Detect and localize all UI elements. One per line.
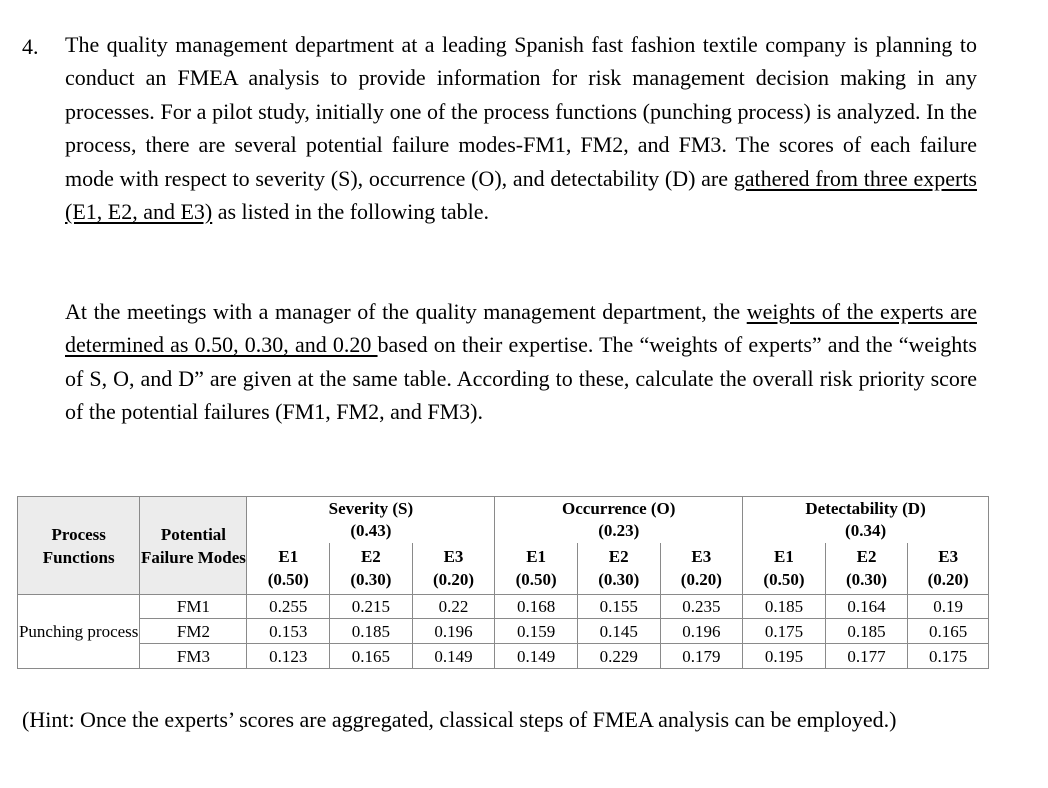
table-row <box>18 619 989 644</box>
expert-name: E3 <box>938 547 959 567</box>
expert-weight: (0.50) <box>515 570 557 590</box>
expert-header <box>908 543 989 595</box>
expert-name: E2 <box>856 547 877 567</box>
score-cell: 0.229 <box>577 644 660 669</box>
expert-weight: (0.50) <box>763 570 805 590</box>
expert-name: E3 <box>691 547 712 567</box>
detectability-name: Detectability (D) <box>805 498 926 518</box>
score-cell: 0.175 <box>908 644 989 669</box>
failure-mode-cell: FM1 <box>140 595 247 619</box>
expert-weight: (0.50) <box>267 570 309 590</box>
score-cell: 0.19 <box>908 595 989 619</box>
table-row <box>18 644 989 669</box>
expert-name: E2 <box>608 547 629 567</box>
score-cell: 0.255 <box>247 595 330 619</box>
paragraph-1-text-end: as listed in the following table. <box>212 199 490 225</box>
score-cell: 0.165 <box>330 644 413 669</box>
expert-name: E2 <box>360 547 381 567</box>
score-cell: 0.235 <box>660 595 743 619</box>
score-cell: 0.179 <box>660 644 743 669</box>
score-cell: 0.196 <box>412 619 495 644</box>
expert-name: E3 <box>443 547 464 567</box>
expert-weight: (0.20) <box>432 570 475 590</box>
detectability-header <box>743 497 989 543</box>
severity-weight: (0.43) <box>350 520 392 540</box>
occurrence-weight: (0.23) <box>598 520 640 540</box>
score-cell: 0.185 <box>743 595 826 619</box>
score-cell: 0.159 <box>495 619 578 644</box>
score-cell: 0.215 <box>330 595 413 619</box>
failure-mode-cell: FM2 <box>140 619 247 644</box>
expert-name: E1 <box>278 547 299 567</box>
expert-weight: (0.30) <box>598 570 640 590</box>
severity-name: Severity (S) <box>328 498 414 518</box>
score-cell: 0.175 <box>743 619 826 644</box>
expert-name: E1 <box>774 547 794 567</box>
score-cell: 0.195 <box>743 644 826 669</box>
expert-name: E1 <box>526 547 547 567</box>
score-cell: 0.168 <box>495 595 578 619</box>
expert-weight: (0.20) <box>927 570 969 590</box>
score-cell: 0.165 <box>908 619 989 644</box>
score-cell: 0.145 <box>577 619 660 644</box>
score-cell: 0.123 <box>247 644 330 669</box>
expert-header <box>743 543 826 595</box>
score-cell: 0.196 <box>660 619 743 644</box>
expert-header <box>660 543 743 595</box>
underlined-weights-phrase: weights of the experts are determined as 0.50, 0.30, and 0.20 <box>65 299 977 358</box>
score-cell: 0.177 <box>825 644 908 669</box>
score-cell: 0.149 <box>412 644 495 669</box>
expert-header <box>495 543 578 595</box>
underlined-experts-phrase: gathered from three experts (E1, E2, and E3) <box>65 165 977 225</box>
severity-header <box>247 497 495 543</box>
expert-header <box>825 543 908 595</box>
expert-header <box>577 543 660 595</box>
failure-mode-cell: FM3 <box>140 644 247 669</box>
paragraph-2-text-end: based on their expertise. The “weights of experts” and the “weights of S, O, and D” are given at the same table. According to these, calculate the overall risk priority score of the potential failures (FM1, FM2, and FM3). <box>65 332 977 425</box>
paragraph-2-text: At the meetings with a manager of the quality management department, the <box>65 299 747 324</box>
question-number: 4. <box>22 34 39 59</box>
score-cell: 0.185 <box>330 619 413 644</box>
table-row <box>18 595 989 619</box>
score-cell: 0.185 <box>825 619 908 644</box>
score-cell: 0.155 <box>577 595 660 619</box>
expert-header <box>412 543 495 595</box>
paragraph-1-text: The quality management department at a leading Spanish fast fashion textile company is planning to conduct an FMEA analysis to provide information for risk management decision making in any processes. For a pilot study, initially one of the process functions (punching process) is analyzed. In the process, there are several potential failure modes-FM1, FM2, and FM3. The scores of each failure mode with respect to severity (S), occurrence (O), and detectability (D) are <box>65 32 977 191</box>
occurrence-header <box>495 497 743 543</box>
detectability-weight: (0.34) <box>845 520 887 540</box>
occurrence-name: Occurrence (O) <box>562 498 676 518</box>
score-cell: 0.149 <box>495 644 578 669</box>
failure-modes-header: Potential Failure Modes <box>140 497 247 595</box>
question-paragraph-1 <box>65 28 977 228</box>
hint-text: (Hint: Once the experts’ scores are aggregated, classical steps of FMEA analysis can be employed.) <box>22 707 897 732</box>
fmea-scores-table <box>17 496 989 669</box>
question-paragraph-2 <box>65 295 977 429</box>
expert-header <box>247 543 330 595</box>
expert-weight: (0.20) <box>680 570 722 590</box>
process-functions-header: Process Functions <box>18 497 140 595</box>
score-cell: 0.153 <box>247 619 330 644</box>
expert-weight: (0.30) <box>350 570 392 590</box>
score-cell: 0.164 <box>825 595 908 619</box>
score-cell: 0.22 <box>412 595 495 619</box>
process-cell: Punching process <box>18 595 140 669</box>
expert-header <box>330 543 413 595</box>
expert-weight: (0.30) <box>846 570 888 590</box>
